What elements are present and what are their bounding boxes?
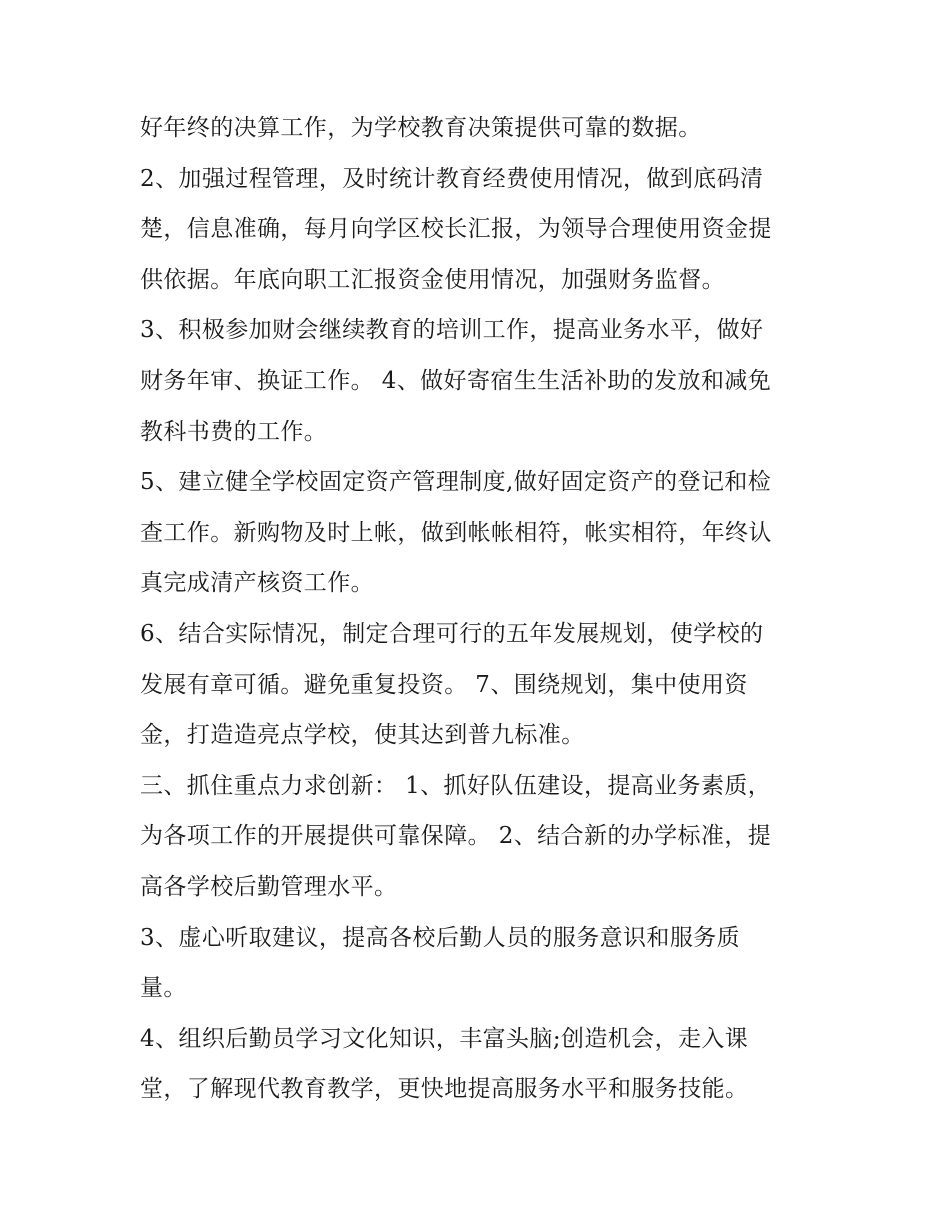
text-line: 3、积极参加财会继续教育的培训工作，提高业务水平，做好 bbox=[140, 317, 764, 344]
text-line: 金，打造造亮点学校，使其达到普九标准。 bbox=[140, 722, 585, 749]
text-line: 发展有章可循。避免重复投资。 7、围绕规划，集中使用资 bbox=[140, 671, 748, 698]
text-line: 好年终的决算工作，为学校教育决策提供可靠的数据。 bbox=[140, 115, 702, 141]
text-line: 供依据。年底向职工汇报资金使用情况，加强财务监督。 bbox=[140, 266, 725, 293]
document-body bbox=[140, 103, 820, 1115]
text-line: 2、加强过程管理，及时统计教育经费使用情况，做到底码清 bbox=[140, 165, 764, 192]
text-line: 为各项工作的开展提供可靠保障。 2、结合新的办学标准，提 bbox=[140, 823, 772, 850]
text-line: 量。 bbox=[140, 975, 187, 1002]
text-line: 财务年审、换证工作。 4、做好寄宿生生活补助的发放和减免 bbox=[140, 367, 772, 394]
text-line: 查工作。新购物及时上帐，做到帐帐相符，帐实相符，年终认 bbox=[140, 519, 772, 546]
text-line: 5、建立健全学校固定资产管理制度,做好固定资产的登记和检 bbox=[140, 469, 772, 496]
text-line: 4、组织后勤员学习文化知识，丰富头脑;创造机会，走入课 bbox=[140, 1025, 749, 1052]
text-line: 楚，信息准确，每月向学区校长汇报，为领导合理使用资金提 bbox=[140, 216, 772, 243]
text-line: 3、虚心听取建议，提高各校后勤人员的服务意识和服务质 bbox=[140, 924, 741, 951]
text-line: 高各学校后勤管理水平。 bbox=[140, 873, 398, 900]
text-line: 堂，了解现代教育教学，更快地提高服务水平和服务技能。 bbox=[140, 1076, 749, 1103]
text-line: 真完成清产核资工作。 bbox=[140, 570, 374, 597]
text-line: 三、抓住重点力求创新： 1、抓好队伍建设，提高业务素质， bbox=[140, 772, 772, 799]
text-line: 6、结合实际情况，制定合理可行的五年发展规划，使学校的 bbox=[140, 620, 764, 647]
text-line: 教科书费的工作。 bbox=[140, 418, 328, 445]
